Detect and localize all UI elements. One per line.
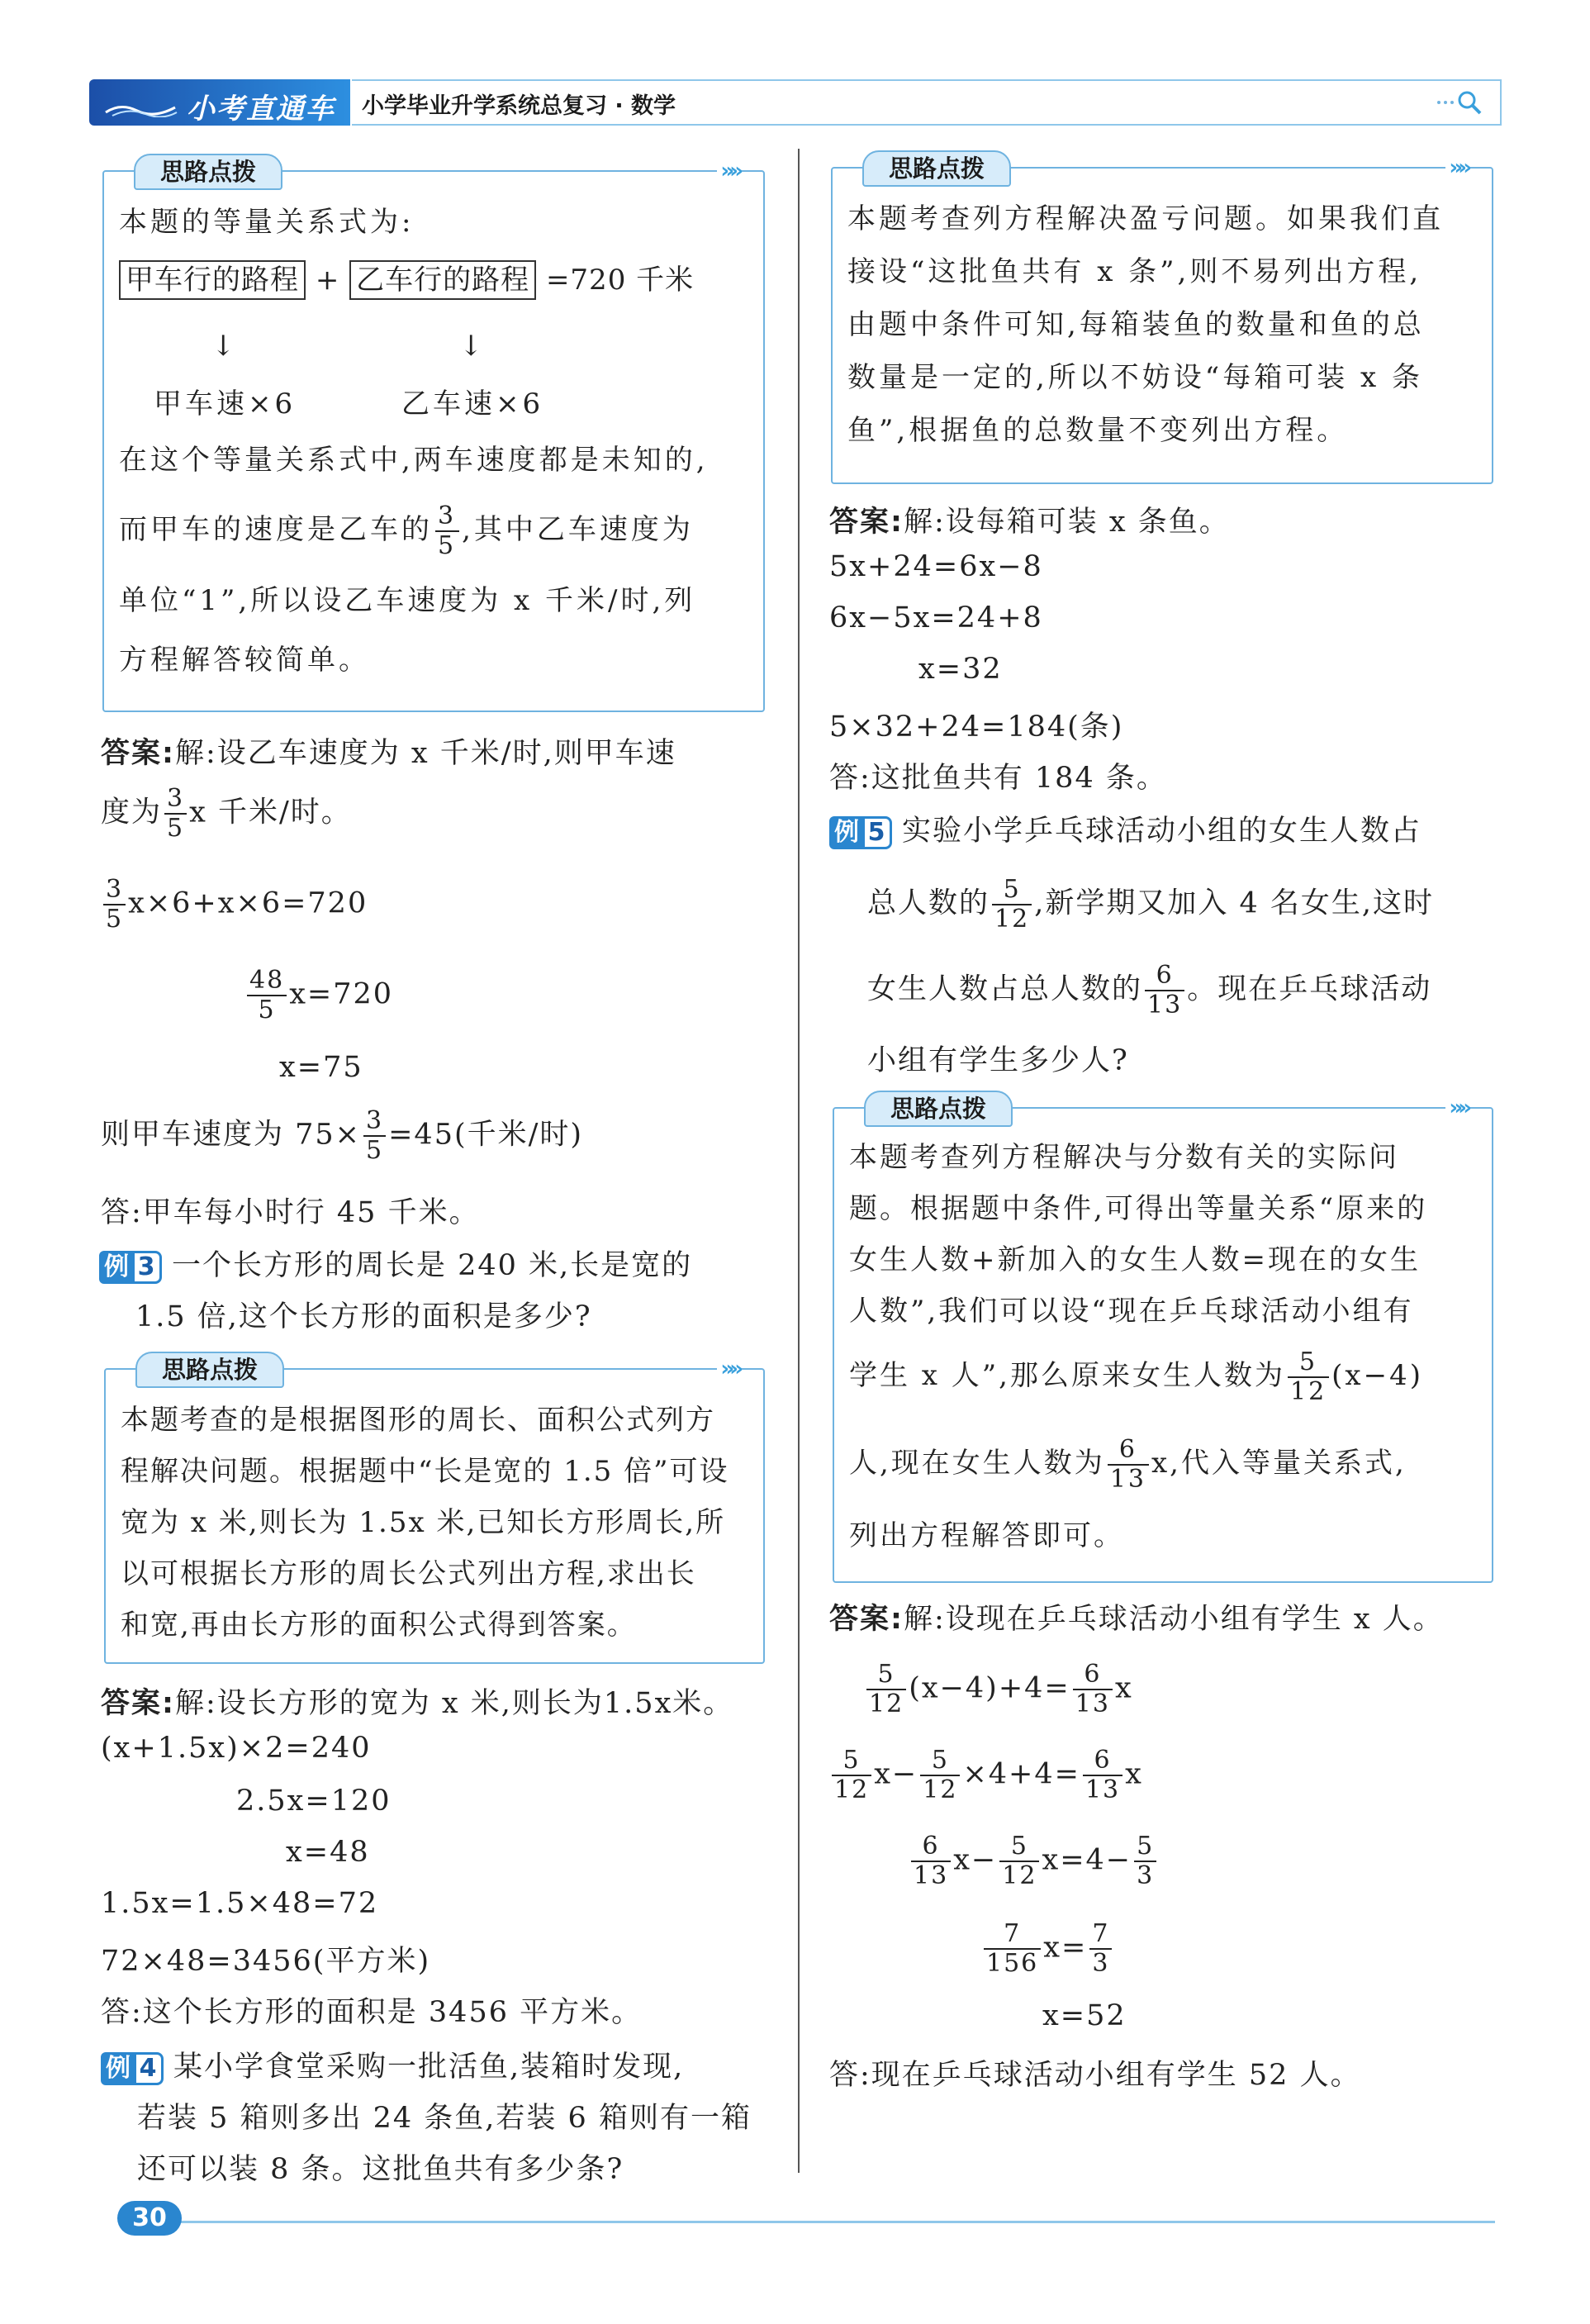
badge-number: 3 <box>132 1251 162 1284</box>
text: x=4− <box>1042 1843 1132 1877</box>
fraction <box>1108 1436 1149 1494</box>
denominator: 12 <box>923 1775 958 1804</box>
text: ×4+4= <box>962 1757 1080 1791</box>
denominator: 13 <box>914 1861 949 1890</box>
denominator: 13 <box>1075 1690 1110 1718</box>
text: 度为 <box>101 796 163 829</box>
example-line <box>867 962 1431 1019</box>
answer-statement: 答:甲车每小时行 45 千米。 <box>101 1196 480 1229</box>
tip-line: 题。根据题中条件,可得出等量关系“原来的 <box>849 1192 1428 1225</box>
text: 而甲车的速度是乙车的 <box>119 513 433 546</box>
text: x− <box>953 1843 998 1877</box>
text: (x−4)+4= <box>909 1671 1070 1705</box>
answer-statement: 答:这批鱼共有 184 条。 <box>829 762 1167 795</box>
equation <box>101 876 368 934</box>
tip-line: 本题考查的是根据图形的周长、面积公式列方 <box>121 1404 715 1437</box>
numerator: 7 <box>1089 1920 1112 1950</box>
tip-line: 方程解答较简单。 <box>119 644 370 677</box>
tip-box-2 <box>104 1356 765 1664</box>
tip-line <box>849 1436 1477 1494</box>
example-line: 若装 5 箱则多出 24 条鱼,若装 6 箱则有一箱 <box>137 2102 752 2135</box>
tip-box-4 <box>833 1095 1493 1583</box>
text: x <box>1114 1671 1133 1705</box>
fraction <box>911 1832 951 1890</box>
page-header <box>89 79 1493 126</box>
fraction <box>1083 1747 1122 1804</box>
text: 解:设长方形的宽为 x 米,则长为1.5x米。 <box>175 1687 734 1720</box>
example-badge <box>829 816 897 849</box>
equation-rhs: =720 千米 <box>545 264 695 297</box>
text: 。现在乒乓球活动 <box>1187 972 1432 1006</box>
fraction <box>435 502 459 560</box>
numerator: 3 <box>164 785 187 815</box>
example-badge <box>99 1251 167 1284</box>
example-line: 1.5 倍,这个长方形的面积是多少? <box>135 1300 592 1333</box>
text: 总人数的 <box>867 886 990 920</box>
text: 解:设乙车速度为 x 千米/时,则甲车速 <box>175 737 676 770</box>
example-5 <box>829 808 1422 849</box>
denominator: 12 <box>869 1690 904 1718</box>
tip-line: 列出方程解答即可。 <box>849 1519 1124 1552</box>
numerator: 6 <box>1083 1747 1122 1776</box>
equation: 5x+24=6x−8 <box>829 550 1043 583</box>
tip-line: 女生人数+新加入的女生人数=现在的女生 <box>849 1243 1421 1276</box>
text: ,其中乙车速度为 <box>462 513 694 546</box>
text: x 千米/时。 <box>189 796 352 829</box>
boxed-term: 乙车行的路程 <box>349 260 536 300</box>
example-line <box>867 876 1434 934</box>
equation <box>101 1107 583 1165</box>
tip-line: 接设“这批鱼共有 x 条”,则不易列出方程, <box>847 255 1422 288</box>
text: ,新学期又加入 4 名女生,这时 <box>1034 886 1434 920</box>
tip-box-1 <box>102 158 765 712</box>
answer-line <box>101 1680 733 1722</box>
text: 学生 x 人”,那么原来女生人数为 <box>849 1359 1285 1392</box>
fraction <box>984 1920 1041 1978</box>
text: x,代入等量关系式, <box>1151 1447 1407 1480</box>
equation: (x+1.5x)×2=240 <box>101 1732 372 1765</box>
tip-line: 宽为 x 米,则长为 1.5x 米,已知长方形周长,所 <box>121 1506 726 1539</box>
fraction <box>164 785 187 843</box>
tip-line: 在这个等量关系式中,两车速度都是未知的, <box>119 444 709 477</box>
numerator: 5 <box>1134 1832 1156 1862</box>
double-chevron-icon: »» <box>717 159 742 183</box>
example-line: 还可以装 8 条。这批鱼共有多少条? <box>137 2153 624 2186</box>
tip-title: 思路点拨 <box>134 154 282 190</box>
fraction <box>247 967 287 1024</box>
denominator: 12 <box>834 1775 870 1804</box>
text: x=720 <box>289 977 394 1011</box>
numerator: 6 <box>1108 1436 1149 1466</box>
tip-line: 人数”,我们可以设“现在乒乓球活动小组有 <box>849 1295 1414 1328</box>
numerator: 7 <box>984 1920 1041 1950</box>
tip-title: 思路点拨 <box>135 1352 284 1388</box>
text: 女生人数占总人数的 <box>867 972 1143 1006</box>
tip-line <box>849 1348 1477 1406</box>
numerator: 3 <box>103 876 126 905</box>
fraction <box>363 1107 386 1165</box>
tip-line <box>119 502 748 560</box>
fraction <box>866 1661 906 1718</box>
fraction <box>1089 1920 1112 1978</box>
page-number: 30 <box>117 2201 182 2236</box>
plus-sign: + <box>315 264 340 297</box>
text: 则甲车速度为 75× <box>101 1118 361 1152</box>
search-icon <box>1436 88 1485 117</box>
denominator: 5 <box>366 1136 384 1165</box>
denominator: 3 <box>1092 1949 1110 1978</box>
numerator: 5 <box>992 876 1032 905</box>
double-chevron-icon: »» <box>717 1357 742 1381</box>
brand-logo <box>89 79 350 126</box>
equation: 6x−5x=24+8 <box>829 601 1043 634</box>
text: =45(千米/时) <box>388 1118 584 1152</box>
text: (x−4) <box>1331 1359 1423 1392</box>
example-line: 小组有学生多少人? <box>867 1044 1129 1077</box>
answer-line <box>829 499 1230 540</box>
tip-line: 本题考查列方程解决盈亏问题。如果我们直 <box>847 202 1444 235</box>
tip-sub-label: 甲车速×6 <box>154 387 297 421</box>
denominator: 156 <box>986 1949 1039 1978</box>
fraction <box>920 1747 960 1804</box>
tip-line: 本题考查列方程解决与分数有关的实际问 <box>849 1141 1399 1174</box>
answer-label: 答案: <box>101 1687 175 1720</box>
column-divider <box>798 149 800 2173</box>
fraction <box>103 876 126 934</box>
example-badge <box>101 2052 168 2085</box>
denominator: 13 <box>1147 991 1183 1019</box>
fraction <box>1073 1661 1113 1718</box>
numerator: 6 <box>911 1832 951 1862</box>
numerator: 3 <box>435 502 459 532</box>
equation <box>981 1920 1114 1978</box>
numerator: 3 <box>363 1107 386 1137</box>
fraction <box>1145 962 1184 1019</box>
badge-number: 5 <box>862 816 892 849</box>
tip-line: 鱼”,根据鱼的总数量不变列出方程。 <box>847 414 1349 447</box>
fraction <box>999 1832 1039 1890</box>
answer-label: 答案: <box>829 1603 904 1636</box>
tip-line: 数量是一定的,所以不妨设“每箱可装 x 条 <box>847 361 1423 394</box>
text: x×6+x×6=720 <box>128 886 368 920</box>
arrow-down-icon: ↓ <box>211 330 239 363</box>
equation: 5×32+24=184(条) <box>829 711 1124 744</box>
text: 某小学食堂采购一批活鱼,装箱时发现, <box>173 2051 685 2084</box>
header-title: 小学毕业升学系统总复习 · 数学 <box>362 93 676 119</box>
example-3 <box>99 1243 692 1284</box>
tip-sub-label: 乙车速×6 <box>401 387 544 421</box>
equation: x=32 <box>918 653 1003 686</box>
header-title-bar <box>352 79 1502 126</box>
numerator: 6 <box>1145 962 1184 991</box>
double-chevron-icon: »» <box>1445 1095 1470 1120</box>
tip-line: 单位“1”,所以设乙车速度为 x 千米/时,列 <box>119 584 696 617</box>
denominator: 13 <box>1109 1465 1146 1494</box>
tip-line: 由题中条件可知,每箱装鱼的数量和鱼的总 <box>847 308 1425 341</box>
fraction <box>1134 1832 1156 1890</box>
fraction <box>992 876 1032 934</box>
tip-title: 思路点拨 <box>862 150 1011 187</box>
answer-line <box>101 730 676 772</box>
fraction <box>832 1747 871 1804</box>
equation: x=48 <box>286 1836 370 1869</box>
badge-label: 例 <box>829 816 866 849</box>
equation: 72×48=3456(平方米) <box>101 1945 431 1978</box>
denominator: 3 <box>1137 1861 1155 1890</box>
denominator: 5 <box>167 814 185 843</box>
text: x <box>1125 1757 1143 1791</box>
numerator: 5 <box>1288 1348 1329 1378</box>
text: 解:设每箱可装 x 条鱼。 <box>904 506 1230 539</box>
denominator: 13 <box>1085 1775 1121 1804</box>
equation: x=75 <box>279 1051 363 1084</box>
numerator: 5 <box>999 1832 1039 1862</box>
numerator: 5 <box>832 1747 871 1776</box>
double-chevron-icon: »» <box>1445 155 1470 180</box>
answer-line <box>829 1596 1444 1637</box>
tip-line: 程解决问题。根据题中“长是宽的 1.5 倍”可设 <box>121 1455 729 1488</box>
answer-line <box>101 785 352 843</box>
equation: 2.5x=120 <box>236 1785 392 1818</box>
wave-icon <box>104 101 178 117</box>
badge-number: 4 <box>134 2052 164 2085</box>
text: 人,现在女生人数为 <box>849 1447 1105 1480</box>
tip-line: 本题的等量关系式为: <box>119 206 415 239</box>
tip-equation <box>119 254 748 306</box>
denominator: 12 <box>1002 1861 1037 1890</box>
numerator: 6 <box>1073 1661 1113 1690</box>
equation: x=52 <box>1042 1999 1127 2032</box>
numerator: 48 <box>247 967 287 996</box>
tip-box-3 <box>831 154 1493 484</box>
badge-label: 例 <box>99 1251 135 1284</box>
denominator: 5 <box>106 905 124 934</box>
equation <box>244 967 393 1024</box>
equation <box>909 1832 1159 1890</box>
tip-line: 和宽,再由长方形的面积公式得到答案。 <box>121 1609 637 1642</box>
equation <box>864 1661 1133 1718</box>
equation: 1.5x=1.5×48=72 <box>101 1887 379 1920</box>
answer-statement: 答:现在乒乓球活动小组有学生 52 人。 <box>829 2059 1361 2092</box>
logo-text: 小考直通车 <box>187 93 335 126</box>
arrow-down-icon: ↓ <box>459 330 486 363</box>
denominator: 12 <box>1289 1377 1327 1406</box>
fraction <box>1288 1348 1329 1406</box>
answer-label: 答案: <box>101 737 175 770</box>
badge-label: 例 <box>101 2052 137 2085</box>
numerator: 5 <box>866 1661 906 1690</box>
answer-label: 答案: <box>829 506 904 539</box>
text: 解:设现在乒乓球活动小组有学生 x 人。 <box>904 1603 1444 1636</box>
denominator: 12 <box>994 905 1030 934</box>
text: x= <box>1043 1931 1088 1965</box>
text: 一个长方形的周长是 240 米,长是宽的 <box>172 1249 693 1282</box>
footer-rule <box>173 2221 1495 2223</box>
text: 实验小学乒乓球活动小组的女生人数占 <box>902 815 1422 848</box>
equation <box>829 1747 1143 1804</box>
boxed-term: 甲车行的路程 <box>119 260 306 300</box>
numerator: 5 <box>920 1747 960 1776</box>
denominator: 5 <box>258 996 276 1024</box>
denominator: 5 <box>438 531 458 560</box>
tip-title: 思路点拨 <box>864 1091 1013 1127</box>
text: x− <box>874 1757 918 1791</box>
answer-statement: 答:这个长方形的面积是 3456 平方米。 <box>101 1996 643 2029</box>
tip-line: 以可根据长方形的周长公式列出方程,求出长 <box>121 1557 696 1590</box>
example-4 <box>101 2044 684 2085</box>
